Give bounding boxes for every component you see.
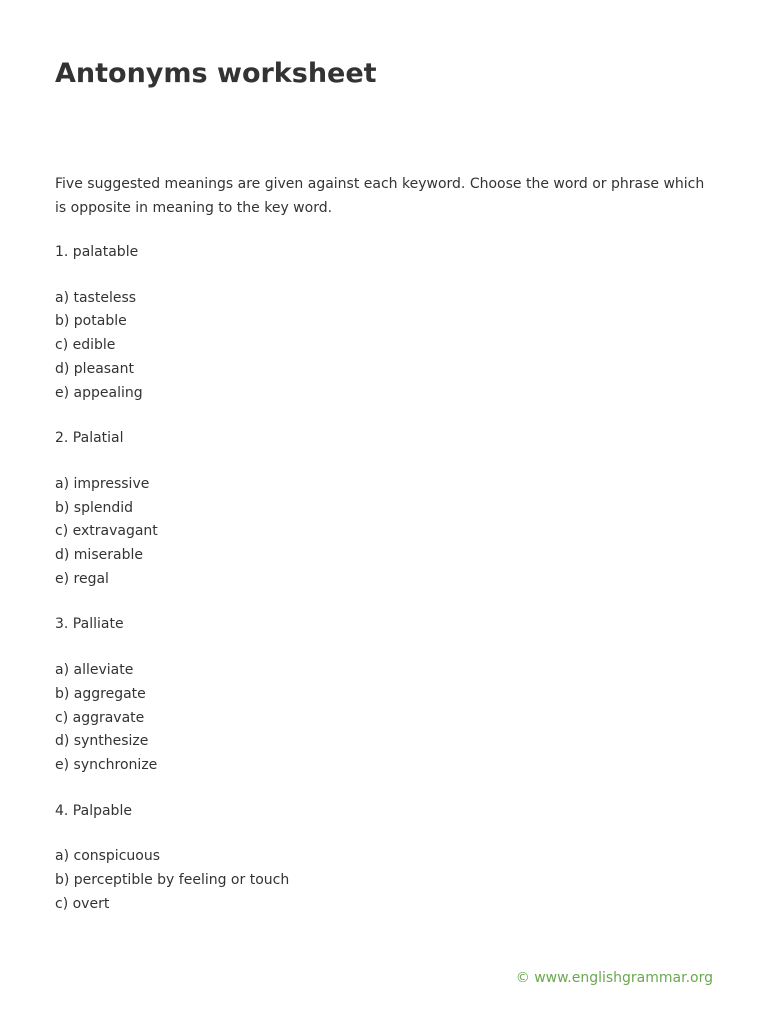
question-3-keyword: 3. Palliate [55, 616, 124, 633]
question-4-option-c: c) overt [55, 895, 110, 912]
question-1-option-a: a) tasteless [55, 289, 137, 306]
question-3-option-a: a) alleviate [55, 662, 134, 679]
question-2-keyword: 2. Palatial [55, 430, 124, 447]
question-2-option-b: b) splendid [55, 499, 134, 516]
question-2-option-e: e) regal [55, 570, 109, 587]
question-1-option-b: b) potable [55, 313, 127, 330]
question-3-option-e: e) synchronize [55, 756, 158, 773]
question-2-option-c: c) extravagant [55, 523, 158, 540]
question-4-option-a: a) conspicuous [55, 848, 160, 865]
question-1-keyword: 1. palatable [55, 244, 139, 260]
page-title: Antonyms worksheet [55, 58, 377, 89]
question-1-option-c: c) edible [55, 337, 116, 354]
question-1-option-d: d) pleasant [55, 360, 135, 377]
question-4-keyword: 4. Palpable [55, 802, 132, 819]
question-list [55, 241, 289, 938]
question-3-option-c: c) aggravate [55, 709, 145, 726]
question-1 [55, 241, 289, 405]
question-4-option-b: b) perceptible by feeling or touch [55, 872, 290, 889]
question-4 [55, 800, 289, 917]
question-2 [55, 427, 289, 591]
question-1-option-e: e) appealing [55, 384, 143, 401]
question-3 [55, 613, 289, 777]
question-2-option-a: a) impressive [55, 475, 150, 492]
question-3-option-d: d) synthesize [55, 733, 149, 750]
question-2-option-d: d) miserable [55, 547, 143, 564]
instructions-text: Five suggested meanings are given against each keyword. Choose the word or phrase which is opposite in meaning to the key word. [55, 176, 705, 216]
question-3-option-b: b) aggregate [55, 685, 146, 702]
copyright-link[interactable]: © www.englishgrammar.org [515, 970, 713, 986]
